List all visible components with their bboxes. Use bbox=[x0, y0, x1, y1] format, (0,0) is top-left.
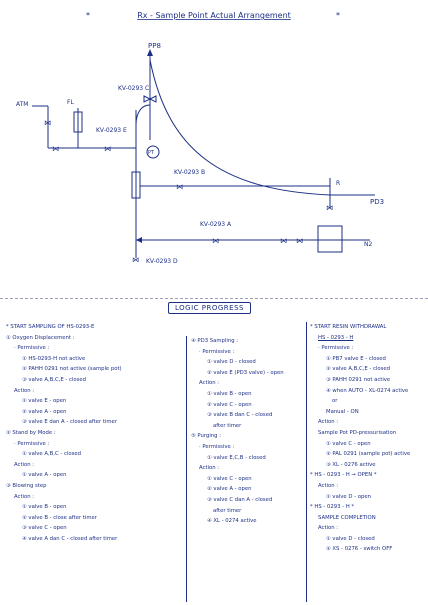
sample-loop bbox=[136, 105, 150, 125]
n2-label: N2 bbox=[364, 241, 373, 248]
logic-step-line: ③ Blowing step bbox=[6, 482, 47, 489]
logic-step-line: Manual - ON bbox=[326, 408, 359, 415]
logic-step-line: ① valve A - open bbox=[22, 472, 67, 479]
logic-column-3 bbox=[306, 322, 428, 602]
logic-column-2 bbox=[186, 336, 313, 602]
logic-step-line: ① valve D - open bbox=[326, 493, 371, 500]
logic-step-line: ④ PD3 Sampling : bbox=[191, 338, 239, 344]
logic-step-line: ② valve A - open bbox=[22, 408, 67, 415]
logic-step-line: ④ XL - 0274 active bbox=[207, 518, 257, 525]
kv-e-label: KV-0293 E bbox=[96, 127, 127, 134]
logic-step-line: Action : bbox=[14, 493, 35, 500]
r-label: R bbox=[336, 180, 341, 187]
logic-step-line: ① HS-0293-H not active bbox=[22, 355, 86, 362]
logic-step-line: · Permissive : bbox=[14, 345, 50, 352]
logic-step-line: * START SAMPLING OF HS-0293-E bbox=[6, 324, 95, 330]
logic-step-line: after timer bbox=[213, 507, 242, 514]
logic-step-line: * HS - 0293 - H * bbox=[310, 504, 355, 511]
logic-step-line: Sample Pot PD-pressurisation bbox=[318, 429, 397, 436]
pd3-label: PD3 bbox=[370, 198, 385, 206]
logic-step-line: ② valve A,B,C,E - closed bbox=[326, 366, 390, 373]
logic-step-line: Action : bbox=[318, 419, 339, 426]
logic-step-line: ② PAHH 0291 not active (sample pot) bbox=[22, 366, 122, 373]
title-star-left: * bbox=[86, 11, 90, 20]
title-star-right: * bbox=[336, 11, 340, 20]
logic-step-line: ③ XL - 0276 active bbox=[326, 461, 376, 468]
logic-step-line: ④ valve A dan C - closed after timer bbox=[22, 535, 118, 542]
logic-step-line: ② valve B - close after timer bbox=[22, 514, 97, 521]
fl-label: FL bbox=[67, 99, 74, 106]
n2-valve-icon-2: ⋈ bbox=[296, 237, 303, 245]
pt-label: PT bbox=[148, 150, 155, 156]
logic-step-line: Action : bbox=[14, 461, 35, 468]
logic-step-line: HS - 0293 - H bbox=[318, 334, 354, 341]
logic-step-line: ② valve E (PD3 valve) - open bbox=[207, 369, 284, 376]
logic-step-line: ② valve A - open bbox=[207, 486, 252, 493]
logic-step-line: ⑤ Purging : bbox=[191, 433, 221, 440]
logic-step-line: ② XS - 0276 - switch OFF bbox=[326, 546, 393, 553]
logic-step-line: Action : bbox=[318, 482, 339, 489]
logic-step-line: or bbox=[332, 398, 338, 405]
logic-step-line: Action : bbox=[14, 387, 35, 394]
logic-step-line: · Permissive : bbox=[14, 440, 50, 447]
logic-step-line: ① valve B - open bbox=[207, 390, 252, 397]
logic-step-line: after timer bbox=[213, 422, 242, 429]
vent-valve-icon: ⋈ bbox=[44, 119, 51, 127]
atm-label: ATM bbox=[16, 101, 29, 108]
logic-step-line: ③ valve A,B,C,E - closed bbox=[22, 376, 86, 383]
kv-d-valve-icon: ⋈ bbox=[132, 256, 139, 264]
logic-step-line: ④ when AUTO - XL-0274 active bbox=[326, 387, 409, 394]
bottom-left-valve-icon: ⋈ bbox=[52, 145, 59, 153]
logic-step-line: · Permissive : bbox=[199, 443, 235, 450]
logic-step-line: · Permissive : bbox=[199, 348, 235, 355]
piping-diagram bbox=[0, 0, 428, 300]
pp8-arrow bbox=[147, 49, 153, 56]
page-divider bbox=[0, 298, 428, 299]
logic-step-line: ② Stand by Mode : bbox=[6, 429, 56, 436]
logic-step-line: ③ valve E dan A - closed after timer bbox=[22, 419, 117, 426]
logic-progress-title: LOGIC PROGRESS bbox=[168, 302, 251, 314]
logic-step-line: ② PAL 0291 (sample pot) active bbox=[326, 451, 411, 458]
logic-step-line: * HS - 0293 - H → OPEN * bbox=[310, 472, 377, 479]
kv-c-label: KV-0293 C bbox=[118, 85, 150, 92]
logic-step-line: Action : bbox=[199, 465, 220, 472]
logic-step-line: * START RESIN WITHDRAWAL bbox=[310, 324, 387, 330]
kv-c-valve-icon-2 bbox=[150, 96, 156, 102]
kv-d-label: KV-0293 D bbox=[146, 258, 178, 265]
logic-step-line: ① PB7 valve E - closed bbox=[326, 355, 386, 362]
logic-step-line: ① valve C - open bbox=[207, 475, 252, 482]
logic-step-line: ② valve C - open bbox=[207, 401, 252, 408]
logic-step-line: ① Oxygen Displacement : bbox=[6, 334, 75, 341]
logic-step-line: Action : bbox=[199, 380, 220, 387]
logic-step-line: Action : bbox=[318, 525, 339, 532]
diagram-title: Rx - Sample Point Actual Arrangement bbox=[137, 11, 291, 20]
n2-valve-icon-1: ⋈ bbox=[280, 237, 287, 245]
n2-regulator-box bbox=[318, 226, 342, 252]
kv-a-valve-icon: ⋈ bbox=[212, 237, 219, 245]
logic-step-line: ③ valve C - open bbox=[22, 525, 67, 532]
logic-step-line: · Permissive : bbox=[318, 345, 354, 352]
logic-step-line: ① valve C - open bbox=[326, 440, 371, 447]
kv-a-label: KV-0293 A bbox=[200, 221, 232, 228]
logic-step-line: ③ valve C dan A - closed bbox=[207, 496, 273, 503]
r-valve-icon: ⋈ bbox=[326, 204, 333, 212]
logic-step-line: ① valve E - open bbox=[22, 398, 67, 405]
kv-b-valve-icon: ⋈ bbox=[176, 183, 183, 191]
logic-step-line: ① valve A,B,C - closed bbox=[22, 451, 81, 458]
kv-b-label: KV-0293 B bbox=[174, 169, 206, 176]
logic-step-line: ③ valve B dan C - closed bbox=[207, 412, 273, 419]
logic-step-line: SAMPLE COMPLETION bbox=[318, 514, 376, 521]
logic-step-line: ① valve D - closed bbox=[326, 535, 375, 542]
pp8-label: PP8 bbox=[148, 42, 161, 50]
logic-step-line: ① valve B - open bbox=[22, 504, 67, 511]
logic-step-line: ③ PAHH 0291 not active bbox=[326, 376, 391, 383]
logic-column-1 bbox=[6, 322, 184, 602]
logic-step-line: ① valve E,C,B - closed bbox=[207, 454, 266, 461]
n2-arrow bbox=[136, 237, 142, 243]
kv-e-valve-icon: ⋈ bbox=[104, 145, 111, 153]
logic-step-line: ① valve D - closed bbox=[207, 359, 256, 366]
